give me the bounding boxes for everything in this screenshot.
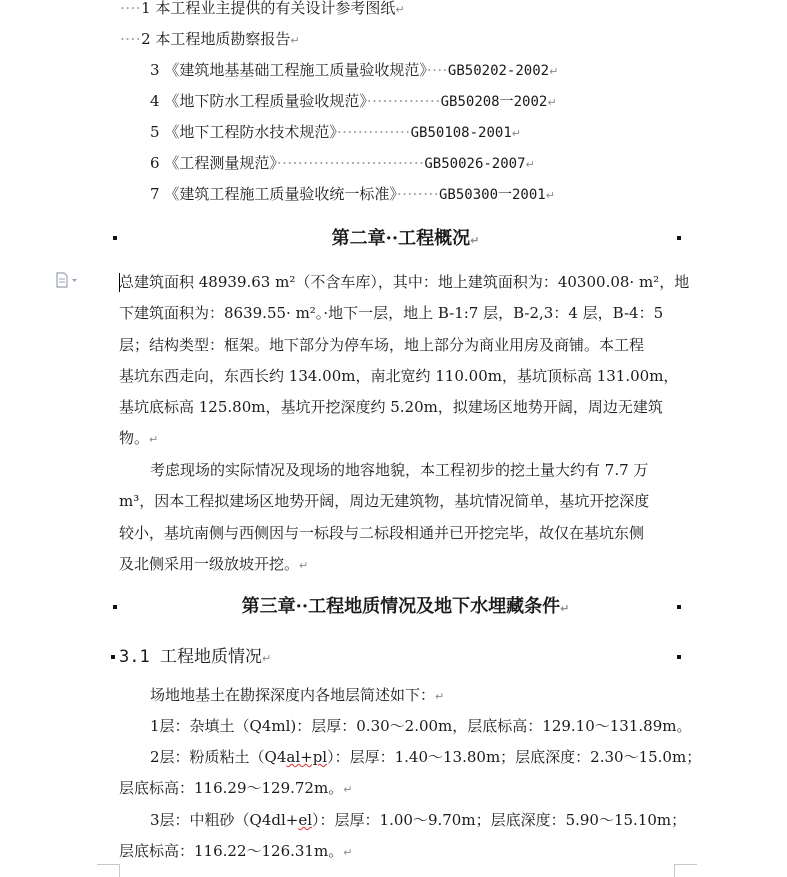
paragraph-mark: ↵ [511, 127, 521, 140]
reference-code: GB50300一2001 [439, 187, 546, 203]
chapter-2-paragraph-2[interactable] [119, 455, 649, 581]
paragraph-mark: ↵ [435, 690, 445, 703]
reference-text: 本工程地质勘察报告 [155, 30, 291, 48]
reference-number: 7 [150, 185, 160, 203]
paragraph-mark: ↵ [149, 433, 159, 447]
chapter-2-title-text: 第二章··工程概况 [331, 228, 471, 249]
layer-3-text: 3层：中粗砂（Q4dl+ [150, 811, 299, 829]
reference-number: 5 [150, 123, 160, 141]
leader-dots: ···· [417, 185, 439, 203]
paragraph-mark: ↵ [549, 65, 559, 78]
reference-item-3 [150, 60, 558, 82]
page-corner-mark [674, 864, 697, 877]
paragraph-layout-icon[interactable] [54, 271, 80, 289]
paragraph-mark: ↵ [343, 783, 353, 796]
reference-code: GB50026-2007 [424, 156, 526, 172]
paragraph-mark: ↵ [525, 158, 535, 171]
page-corner-mark [97, 864, 120, 877]
layer-2-line-2[interactable] [119, 778, 352, 800]
leader-dots: ···· [426, 61, 448, 79]
paragraph-line: 总建筑面积 48939.63 m²（不含车库），其中：地上建筑面积为：40300.08· m²，地 [119, 273, 690, 291]
chapter-2-paragraph-1[interactable] [119, 267, 689, 456]
paragraph-line: 考虑现场的实际情况及现场的地容地貌，本工程初步的挖土量大约有 7.7 万 [150, 461, 649, 479]
reference-number: 6 [150, 154, 160, 172]
chapter-3-title [12, 595, 787, 621]
paragraph-line: m³，因本工程拟建场区地势开阔，周边无建筑物，基坑情况简单，基坑开挖深度 [119, 492, 650, 511]
strata-intro[interactable] [150, 685, 444, 707]
layer-2-line[interactable] [150, 747, 701, 767]
reference-item-6 [150, 153, 535, 175]
paragraph-mark: ↵ [547, 96, 557, 109]
reference-code: GB50208一2002 [440, 94, 548, 110]
paragraph-line: 基坑底标高 125.80m，基坑开挖深度约 5.20m，拟建场区地势开阔，周边无建筑 [119, 398, 663, 417]
paragraph-mark: ↵ [395, 3, 405, 16]
paragraph-line: 层；结构类型：框架。地下部分为停车场，地上部分为商业用房及商铺。本工程 [119, 335, 645, 354]
reference-code: GB50202-2002 [447, 63, 550, 79]
reference-code: GB50108-2001 [410, 125, 512, 141]
paragraph-mark: ↵ [470, 234, 480, 247]
leader-dots: ·············· [336, 123, 411, 141]
chapter-3-title-text: 第三章··工程地质情况及地下水埋藏条件 [241, 596, 561, 617]
list-bullet-marker [111, 655, 115, 659]
reference-item-7 [150, 184, 555, 206]
list-bullet-marker [677, 655, 681, 659]
paragraph-mark: ↵ [343, 846, 353, 859]
paragraph-line: 较小，基坑南侧与西侧因与一标段与二标段相通并已开挖完毕，故仅在基坑东侧 [119, 523, 645, 542]
reference-item-4 [150, 91, 557, 113]
leader-dots: ·············· [350, 154, 425, 172]
chapter-2-title [12, 227, 787, 253]
reference-text: 《建筑工程施工质量验收统一标准》 [164, 185, 397, 203]
paragraph-mark: ↵ [261, 652, 272, 665]
layer-2-text: 2层：粉质粘土（Q4 [150, 748, 287, 766]
paragraph-line [119, 549, 649, 581]
layer-2-text: ）：层厚：1.40～13.80m；层底深度：2.30～15.0m； [327, 748, 702, 766]
leader-dots: ···· [120, 30, 142, 48]
reference-text: 《工程测量规范》 [164, 154, 277, 172]
reference-item-1 [120, 0, 405, 20]
reference-text: 《建筑地基基础工程施工质量验收规范》 [164, 61, 427, 79]
leader-dots: ···· [396, 185, 418, 203]
layer-1-line[interactable] [150, 716, 691, 736]
reference-text: 《地下工程防水技术规范》 [164, 123, 337, 141]
layer-3-text: 层底标高：116.22～126.31m。 [119, 842, 344, 860]
reference-number: 4 [150, 92, 160, 110]
leader-dots: ·············· [366, 92, 441, 110]
layer-3-line-2[interactable] [119, 841, 352, 863]
reference-item-5 [150, 122, 521, 144]
reference-text: 《地下防水工程质量验收规范》 [164, 92, 367, 110]
spellcheck-underlined-text: al+pl [286, 748, 328, 766]
paragraph-mark: ↵ [545, 189, 555, 202]
reference-number: 1 [141, 0, 151, 17]
paragraph-line: 下建筑面积为：8639.55· m²。·地下一层，地上 B-1:7 层，B-2,3：4 层，B-4：5 [119, 304, 664, 323]
layer-3-text: ）：层厚：1.00～9.70m；层底深度：5.90～15.10m； [312, 811, 687, 829]
paragraph-line-text: 及北侧采用一级放坡开挖。 [119, 554, 300, 573]
layer-1-text: 1层：杂填土（Q4ml)：层厚：0.30～2.00m，层底标高：129.10～131.89m。 [150, 717, 692, 735]
paragraph-line: 基坑东西走向，东西长约 134.00m，南北宽约 110.00m，基坑顶标高 131.00m， [119, 366, 679, 385]
paragraph-mark: ↵ [299, 558, 309, 572]
layer-2-text: 层底标高：116.29～129.72m。 [119, 779, 344, 797]
spellcheck-underlined-text: el [298, 811, 313, 829]
section-3-1-title [119, 646, 271, 670]
leader-dots: ·············· [276, 154, 351, 172]
reference-text: 本工程业主提供的有关设计参考图纸 [155, 0, 396, 17]
paragraph-mark: ↵ [560, 602, 570, 615]
strata-intro-text: 场地地基土在勘探深度内各地层简述如下： [150, 686, 436, 704]
leader-dots: ···· [120, 0, 142, 17]
reference-item-2 [120, 29, 300, 51]
paragraph-mark: ↵ [290, 34, 300, 47]
paragraph-line-text: 物。 [119, 429, 150, 448]
reference-number: 2 [141, 30, 151, 48]
section-title-text: 3.1 工程地质情况 [119, 647, 262, 667]
layer-3-line[interactable] [150, 810, 686, 830]
reference-number: 3 [150, 61, 160, 79]
paragraph-line [119, 423, 689, 455]
